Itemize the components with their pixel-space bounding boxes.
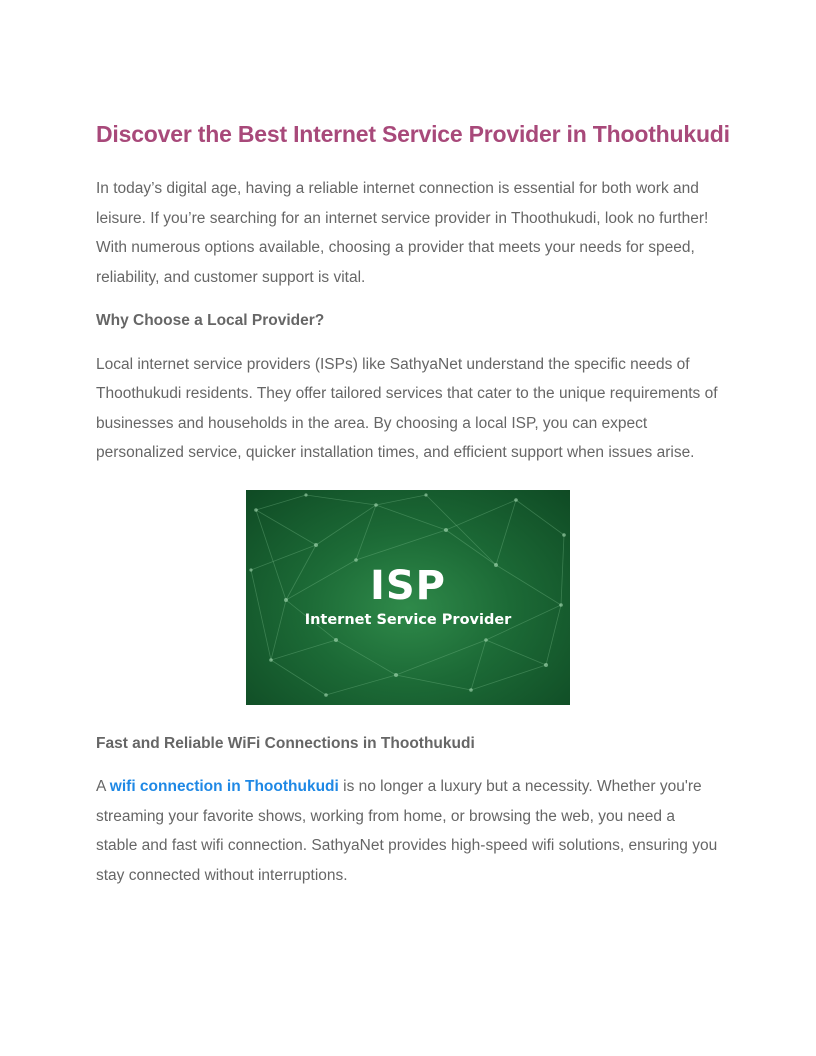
section-heading-wifi: Fast and Reliable WiFi Connections in Thoothukudi [96,734,475,752]
local-provider-paragraph: Local internet service providers (ISPs) like SathyaNet understand the specific needs of Thoothukudi residents. They offer tailored services that cater to the unique requirements of businesses and households in the area. By choosing a local ISP, you can expect personalized service, quicker installation times, and efficient support when issues arise. [96,355,718,461]
intro-paragraph: In today’s digital age, having a reliable internet connection is essential for both work and leisure. If you’re searching for an internet service provider in Thoothukudi, look no further! With numerous options available, choosing a provider that meets your needs for speed, reliability, and customer support is vital. [96,180,709,286]
wifi-paragraph [96,772,720,890]
document-page [96,116,730,890]
isp-banner-image [246,490,570,705]
page-title: Discover the Best Internet Service Provider in Thoothukudi [96,121,730,147]
isp-subheading: Internet Service Provider [304,611,512,628]
isp-heading: ISP [369,562,446,609]
section-heading-local-provider: Why Choose a Local Provider? [96,312,325,329]
wifi-connection-link[interactable]: wifi connection in Thoothukudi [109,778,339,795]
wifi-paragraph-body: is no longer a luxury but a necessity. Whether you're streaming your favorite shows, working from home, or browsing the web, you need a stable and fast wifi connection. SathyaNet provides high-speed wifi solutions, ensuring you stay connected without interruptions. [96,778,718,884]
wifi-paragraph-lead: A [96,778,110,795]
